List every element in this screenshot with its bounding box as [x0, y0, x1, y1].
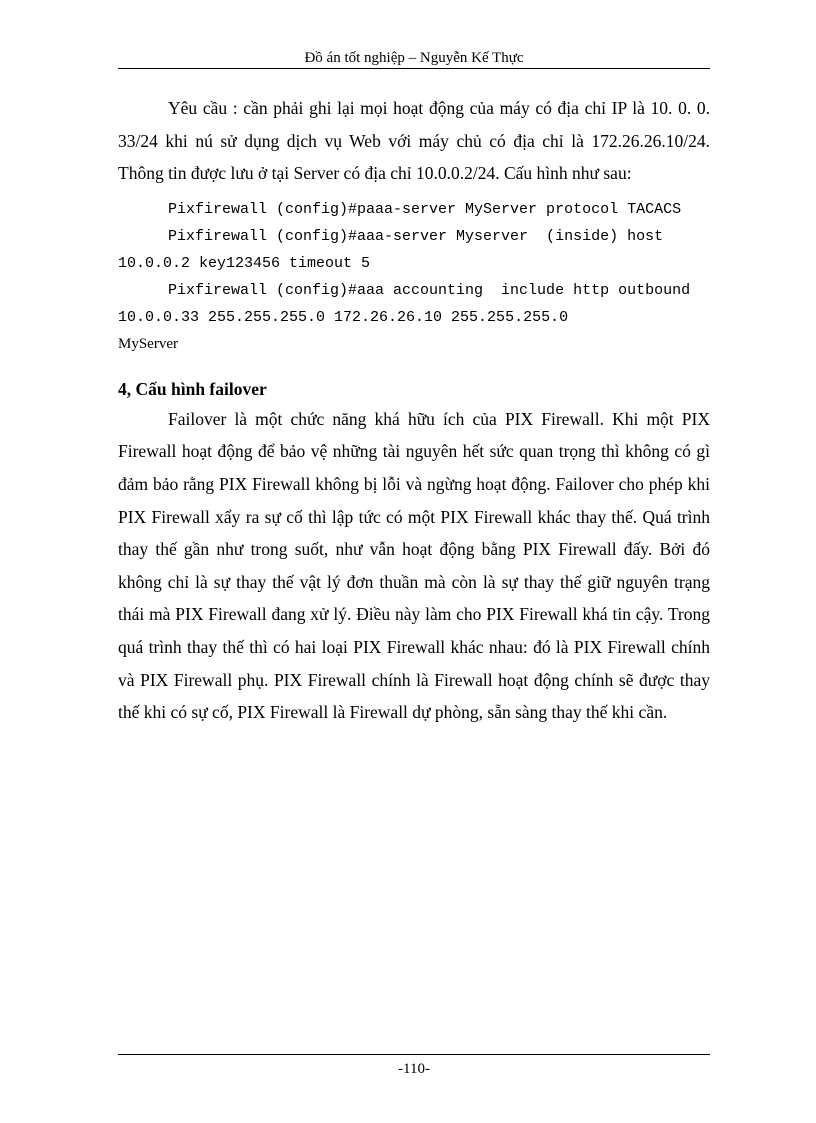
header-divider [118, 68, 710, 69]
code-line-3: Pixfirewall (config)#aaa accounting include http outbound 10.0.0.33 255.255.255.0 172.26.26.10 255.255.255.0 [118, 281, 700, 326]
failover-paragraph: Failover là một chức năng khá hữu ích của PIX Firewall. Khi một PIX Firewall hoạt động để bảo vệ những tài nguyên hết sức quan trọng thì không có gì đảm bảo rằng PIX Firewall không bị lỗi và ngừng hoạt động. Failover cho phép khi PIX Firewall xẩy ra sự cố thì lập tức có một PIX Firewall khác thay thế. Quá trình thay thế gần như trong suốt, như vẫn hoạt động bằng PIX Firewall đấy. Bởi đó không chỉ là sự thay thế vật lý đơn thuần mà còn là sự thay thế giữ nguyên trạng thái mà PIX Firewall đang xử lý. Điều này làm cho PIX Firewall khá tin cậy. Trong quá trình thay thế thì có hai loại PIX Firewall khác nhau: đó là PIX Firewall chính và PIX Firewall phụ. PIX Firewall chính là Firewall hoạt động chính sẽ được thay thế khi có sự cố, PIX Firewall là Firewall dự phòng, sẵn sàng thay thế khi cần. [118, 408, 710, 723]
code-line-1: Pixfirewall (config)#paaa-server MyServer protocol TACACS [168, 200, 682, 218]
code-line-2: Pixfirewall (config)#aaa-server Myserver (inside) host 10.0.0.2 key123456 timeout 5 [118, 227, 673, 272]
page-number: -110- [398, 1061, 430, 1077]
intro-paragraph: Yêu cầu : cần phải ghi lại mọi hoạt động của máy có địa chỉ IP là 10. 0. 0. 33/24 khi nú sử dụng dịch vụ Web với máy chủ có địa chỉ là 172.26.26.10/24. Thông tin được lưu ở tại Server có địa chỉ 10.0.0.2/24. Cấu hình như sau: [118, 98, 710, 184]
page-header: Đồ án tốt nghiệp – Nguyễn Kế Thực [304, 50, 524, 66]
footer-divider [118, 1054, 710, 1055]
section-heading: 4, Cấu hình failover [118, 378, 267, 399]
code-tail: MyServer [118, 335, 178, 352]
page-content [118, 92, 710, 729]
